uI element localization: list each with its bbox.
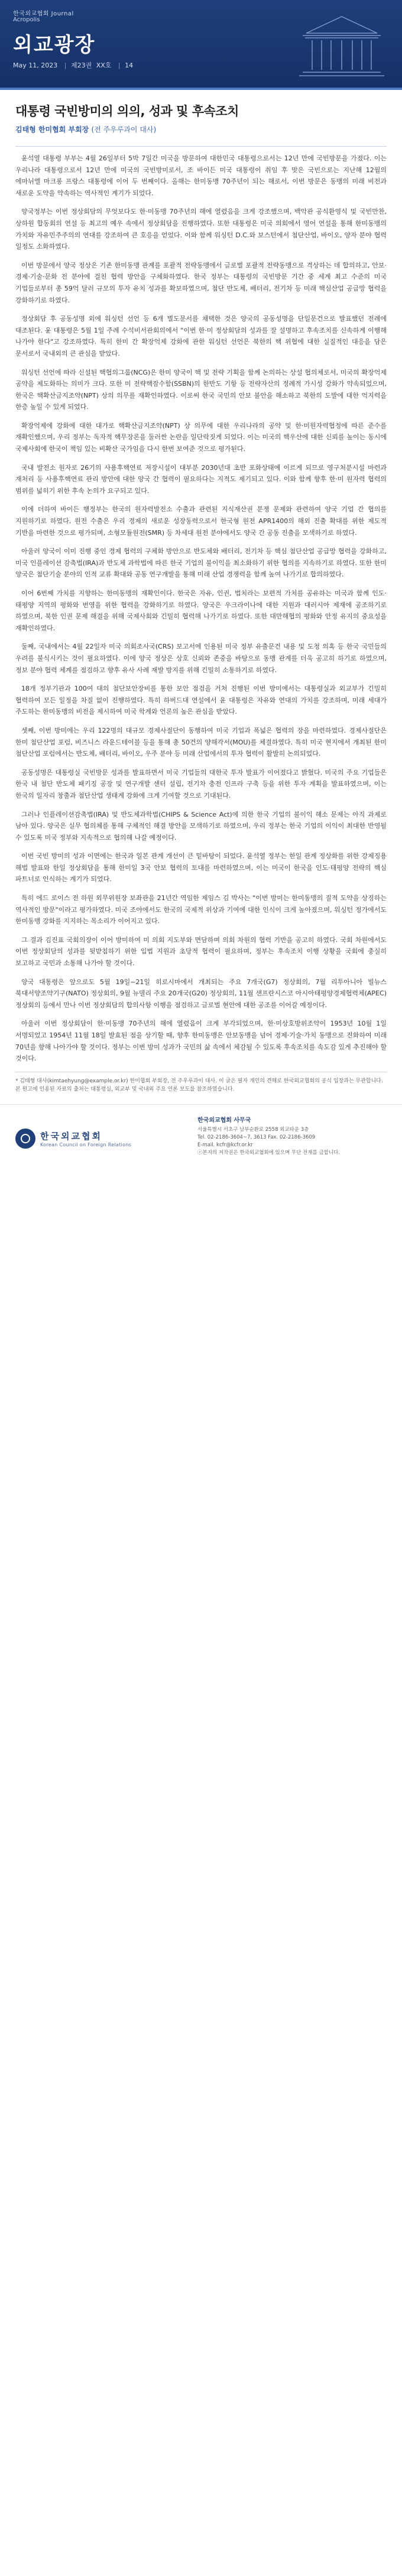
paragraph: 정상회담 후 공동성명 외에 워싱턴 선언 등 6개 별도문서를 채택한 것은 양국의 공동성명을 단일문건으로 발표했던 전례에 대조된다. 윤 대통령은 5월 1일 주례 수석비서관회의에서 "이번 한·미 정상회담의 성과를 잘 설명하고 후속조치를 신속하게 이행해 나가야 한다"고 강조하였다. 특히 한미 간 확장억제 강화에 관한 워싱턴 선언은 북한의 핵 위협에 대한 실질적인 대응을 담은 문서로서 국내외의 큰 관심을 받았다.	[15, 315, 387, 357]
article-title: 대통령 국빈방미의 의의, 성과 및 후속조치	[15, 104, 239, 118]
publisher-name: 한국외교협회 사무국	[197, 1117, 251, 1124]
paragraph: 둘째, 국내에서는 4월 22일자 미국 의회조사국(CRS) 보고서에 인용된 미국 정부 유출문건 내용 및 도청 의혹 등 한국 국민들의 우려를 불식시키는 것이 필요하였다. 이에 양국 정상은 상호 신뢰와 존중을 바탕으로 동맹 관계를 더욱 공고히 하기로 하였으며, 정보 분야 협력 체계를 점검하고 향후 유사 사례 재발 방지를 위해 긴밀히 소통하기로 하였다.	[15, 643, 387, 674]
page	[0, 0, 402, 1175]
separator: |	[118, 62, 121, 69]
paragraph: 국내 발전소 원자로 26기의 사용후핵연료 저장시설이 대부분 2030년대 초반 포화상태에 이르게 되므로 영구처분시설 마련과 재처리 등 사용후핵연료 관리 방안에 대한 양국 간 협력이 필요하다는 지적도 제기되고 있다. 이와 함께 향후 한·미 원자력 협력의 범위를 넓히기 위한 후속 논의가 요구되고 있다.	[15, 463, 387, 495]
publisher-fax: Fax. 02-2186-3609	[268, 1134, 316, 1140]
publisher-phone: Tel. 02-2186-3604~7, 3613	[197, 1134, 267, 1140]
logo-name-en: Korean Council on Foreign Relations	[40, 1142, 132, 1147]
kcfr-logo-icon	[15, 1129, 35, 1149]
journal-name: 한국외교협회 Journal	[13, 11, 74, 17]
issue-volume: 제23권	[70, 62, 92, 69]
contact-line	[197, 1134, 387, 1142]
issue-number: XX호	[96, 62, 112, 69]
page-footer	[0, 1104, 402, 1175]
issue-info	[13, 60, 135, 70]
publisher-email: E-mail. kcfr@kcfr.or.kr	[197, 1142, 253, 1148]
copyright-notice: ⓒ본지의 저작권은 한국외교협회에 있으며 무단 전재를 금합니다.	[197, 1149, 340, 1156]
issue-date: May 11, 2023	[13, 62, 58, 69]
paragraph: 셋째, 이번 방미에는 우리 122명의 대규모 경제사절단이 동행하여 미국 기업과 폭넓은 협력의 장을 마련하였다. 경제사절단은 한미 첨단산업 포럼, 비즈니스 라운드테이블 등을 통해 총 50건의 양해각서(MOU)를 체결하였다. 특히 미국 현지에서 개최된 한미 첨단산업 포럼에서는 반도체, 배터리, 바이오, 우주 분야 등 미래 산업에서의 투자 협력이 활발히 논의되었다.	[15, 726, 387, 758]
logo-name-ko: 한국외교협회	[40, 1130, 102, 1142]
paragraph: 양국정부는 이번 정상회담의 무엇보다도 한·미동맹 70주년의 해에 열렸음을 크게 강조했으며, 백악관 공식환영식 및 국빈만찬, 상하원 합동회의 연설 등 최고의 예우 속에서 정상회담을 진행하였다. 또한 대통령은 미국 의회에서 영어 연설을 통해 한미동맹의 가치와 자유민주주의의 연대를 강조하여 큰 호응을 얻었다. 이와 함께 워싱턴 D.C.와 보스턴에서 첨단산업, 바이오, 양자 분야 협력 일정도 소화하였다.	[15, 208, 387, 251]
newsletter-header	[0, 0, 402, 90]
author-name: 김태형 한미협회 부회장	[15, 125, 89, 134]
publisher-info	[197, 1117, 387, 1157]
paragraph: 특히 에드 로이스 전 하원 외무위원장 보좌관을 21년간 역임한 제임스 김 박사는 "이번 방미는 한미동맹의 질적 도약을 상징하는 역사적인 방문"이라고 평가하였다. 미국 조야에서도 한국의 국제적 위상과 기여에 대한 인식이 크게 높아졌으며, 워싱턴 정가에서도 한미동맹 강화를 지지하는 목소리가 이어지고 있다.	[15, 894, 387, 926]
paragraph: 이번 방문에서 양국 정상은 기존 한미동맹 관계를 포괄적 전략동맹에서 글로벌 포괄적 전략동맹으로 격상하는 데 합의하고, 안보·경제·기술·문화 전 분야에 걸친 협력 방안을 구체화하였다. 한국 정부는 대통령의 국빈방문 기간 중 세계 최고 수준의 미국 기업들로부터 총 59억 달러 규모의 투자 유치 성과를 확보하였으며, 첨단 반도체, 배터리, 전기차 등 미래 핵심산업 공급망 협력을 강화하기로 하였다.	[15, 261, 387, 304]
divider	[15, 146, 387, 147]
paragraph: 윤석열 대통령 부부는 4월 26일부터 5박 7일간 미국을 방문하여 대한민국 대통령으로서는 12년 만에 국빈방문을 가졌다. 이는 우리나라 대통령으로서 12년 만에 미국의 국빈방미로서, 조 바이든 미국 대통령이 취임 후 맞은 국빈으로는 지난해 12월의 에마뉘엘 마크롱 프랑스 대통령에 이어 두 번째이다. 올해는 한미동맹 70주년이 되는 해로서, 이번 방문은 동맹의 미래 비전과 새로운 도약을 약속하는 역사적인 계기가 되었다.	[15, 154, 387, 197]
header-stripe	[0, 88, 402, 90]
article-body	[0, 150, 402, 1065]
newsletter-title: 외교광장	[13, 33, 96, 57]
journal-subtitle: Acropolis	[13, 17, 40, 23]
paragraph: 이에 더하여 바이든 행정부는 한국의 원자력발전소 수출과 관련된 지식재산권 분쟁 문제와 관련하여 양국 기업 간 협의를 지원하기로 하였다. 원전 수출은 우리 경제의 새로운 성장동력으로서 한국형 원전 APR1400의 해외 진출 확대를 위한 제도적 기반을 마련한 것으로 평가되며, 소형모듈원전(SMR) 등 차세대 원전 분야에서도 양국 간 공동 진출을 모색하기로 하였다.	[15, 505, 387, 537]
author-role: (전 주우루과이 대사)	[91, 125, 157, 134]
paragraph: 아울러 이번 정상회담이 한·미동맹 70주년의 해에 열렸음이 크게 부각되었으며, 한·미상호방위조약이 1953년 10월 1일 서명되었고 1954년 11월 18일 발효된 점을 상기할 때, 향후 한미동맹은 안보동맹을 넘어 경제·기술·가치 동맹으로 진화하여 미래 70년을 향해 나아가야 할 것이다. 정부는 이번 방미 성과가 국민의 삶 속에서 체감될 수 있도록 후속조치를 속도감 있게 추진해야 할 것이다.	[15, 1020, 387, 1063]
paragraph: 18개 정부기관과 100여 대의 첨단보안장비를 통한 보안 점검을 거쳐 진행된 이번 방미에서는 대통령실과 외교부가 긴밀히 협력하여 모든 일정을 차질 없이 진행하였다. 특히 하버드대 연설에서 윤 대통령은 자유와 연대의 가치를 강조하며, 미래 세대가 주도하는 한미동맹의 비전을 제시하여 미국 학계와 언론의 높은 관심을 받았다.	[15, 685, 387, 716]
paragraph: 그 결과 김진표 국회의장이 이어 방미하여 미 의회 지도부와 면담하며 의회 차원의 협력 기반을 공고히 하였다. 국회 차원에서도 이번 정상회담의 성과를 뒷받침하기 위한 입법 지원과 초당적 협력이 필요하며, 정부는 후속조치 이행 상황을 국회에 충실히 보고하고 국민과 소통해 나가야 할 것이다.	[15, 936, 387, 968]
paragraph: 아울러 양국이 이미 진행 중인 경제 협력의 구체화 방안으로 반도체와 배터리, 전기차 등 핵심 첨단산업 공급망 협력을 강화하고, 미국 인플레이션 감축법(IRA)과 반도체 과학법에 따른 한국 기업의 불이익을 최소화하기 위한 협의를 지속하기로 하였다. 또한 한미 양국은 첨단기술 분야의 인적 교류 확대와 공동 연구개발을 통해 미래 산업 경쟁력을 함께 높여 나가기로 합의하였다.	[15, 547, 387, 579]
publisher-logo	[15, 1129, 131, 1149]
article-heading	[0, 90, 402, 138]
page-number: 14	[125, 62, 134, 69]
paragraph: 워싱턴 선언에 따라 신설된 핵협의그룹(NCG)은 한미 양국이 핵 및 전략 기획을 함께 논의하는 상설 협의체로서, 미국의 확장억제 공약을 제도화하는 의미가 크다. 또한 미 전략핵잠수함(SSBN)의 한반도 기항 등 전략자산의 정례적 가시성 강화가 약속되었으며, 한국은 핵확산금지조약(NPT) 상의 의무를 재확인하였다. 이로써 한국 국민의 안보 불안을 해소하고 북한의 도발에 대한 억지력을 한층 높일 수 있게 되었다.	[15, 368, 387, 411]
publisher-address: 서울특별시 서초구 남부순환로 2558 외교타운 3층	[197, 1126, 309, 1133]
footnote: * 김태형 대사(kimtaehyung@example.or.kr) 한미협회 부회장, 전 주우루과이 대사. 이 글은 필자 개인의 견해로 한국외교협회의 공식 입장과는 무관합니다. 본 원고에 인용된 자료의 출처는 대통령실, 외교부 및 국내외 주요 언론 보도를 참조하였습니다.	[15, 1072, 387, 1094]
paragraph: 양국 대통령은 앞으로도 5월 19일~21일 히로시마에서 개최되는 주요 7개국(G7) 정상회의, 7월 리투아니아 빌뉴스 북대서양조약기구(NATO) 정상회의, 9월 뉴델리 주요 20개국(G20) 정상회의, 11월 샌프란시스코 아시아태평양경제협력체(APEC) 정상회의 등에서 만나 이번 정상회담의 합의사항 이행을 점검하고 글로벌 현안에 대한 공조를 이어갈 예정이다.	[15, 978, 387, 1009]
paragraph: 확장억제에 강화에 대한 대가로 핵확산금지조약(NPT) 상 의무에 대한 우리나라의 공약 및 한·미원자력협정에 따른 준수를 재확인했으며, 우리 정부는 독자적 핵무장론을 둘러싼 논란을 일단락짓게 되었다. 이는 미국의 핵우산에 대한 신뢰를 높이는 동시에 국제사회에 한국이 책임 있는 비확산 국가임을 다시 한번 보여준 것으로 평가된다.	[15, 421, 387, 453]
parthenon-emblem-icon	[294, 8, 389, 82]
paragraph: 이어 6번째 가치를 지향하는 한미동맹의 재확인이다. 한국은 자유, 인권, 법치라는 보편적 가치를 공유하는 미국과 함께 인도·태평양 지역의 평화와 번영을 위한 협력을 강화하기로 하였다. 양국은 우크라이나에 대한 지원과 대러시아 제재에 공조하기로 하였으며, 북한 인권 문제 해결을 위해 국제사회와 긴밀히 협력해 나가기로 하였다. 또한 대만해협의 평화와 안정 유지의 중요성을 재확인하였다.	[15, 589, 387, 632]
paragraph: 그러나 인플레이션감축법(IRA) 및 반도체과학법(CHIPS & Science Act)에 의한 한국 기업의 불이익 해소 문제는 아직 과제로 남아 있다. 양국은 실무 협의체를 통해 구체적인 해결 방안을 모색하기로 하였으며, 우리 정부는 한국 기업의 이익이 최대한 반영될 수 있도록 미국 정부와 지속적으로 협의해 나갈 예정이다.	[15, 810, 387, 842]
byline	[15, 124, 387, 134]
logo-text	[40, 1130, 131, 1147]
paragraph: 이번 국빈 방미의 성과 이면에는 한국과 일본 관계 개선이 큰 밑바탕이 되었다. 윤석열 정부는 한일 관계 정상화를 위한 강제징용 해법 발표와 한일 정상회담을 통해 한미일 3국 안보 협력의 토대를 마련하였으며, 이는 미국이 한국을 인도·태평양 전략의 핵심 파트너로 인식하는 계기가 되었다.	[15, 852, 387, 884]
separator: |	[64, 62, 67, 69]
paragraph: 공동성명은 대통령실 국빈방문 성과를 발표하면서 미국 기업들의 대한국 투자 발표가 이어졌다고 밝혔다. 미국의 주요 기업들은 한국 내 첨단 반도체 패키징 공장 및 연구개발 센터 설립, 전기차 충전 인프라 구축 등을 위한 투자 계획을 발표하였으며, 이는 한국의 일자리 창출과 첨단산업 생태계 강화에 크게 기여할 것으로 기대된다.	[15, 768, 387, 799]
